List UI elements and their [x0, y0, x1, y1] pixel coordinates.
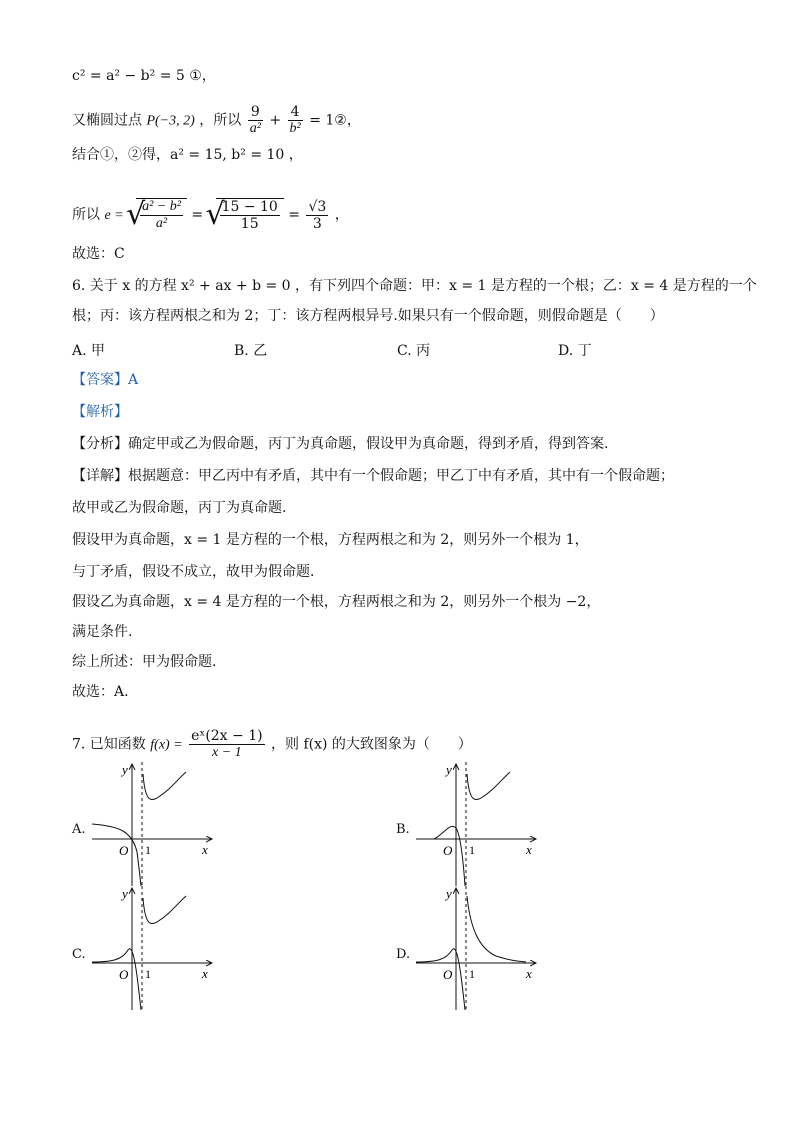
eq-tail: = 1②， — [309, 112, 361, 129]
tick-1-label: 1 — [145, 843, 151, 857]
curve-right — [143, 772, 186, 800]
q7-option-a-label: A. — [72, 822, 86, 837]
y-label: y — [446, 886, 452, 901]
q6-stem-line2: 根；丙：该方程两根之和为 2；丁：该方程两根异号.如果只有一个假命题，则假命题是（ ） — [72, 308, 664, 324]
origin-label: O — [443, 967, 453, 982]
plus-sign: + — [269, 112, 282, 129]
fraction-num: 9 — [248, 104, 263, 121]
text-so: 所以 — [72, 207, 100, 223]
curve-left — [92, 824, 141, 886]
origin-label: O — [119, 843, 129, 858]
answer-prev: 故选：C — [72, 246, 125, 262]
fraction-9-a2 — [248, 104, 263, 137]
equals: = — [191, 207, 204, 223]
q6-option-a: A. 甲 — [72, 343, 106, 359]
q6-option-d: D. 丁 — [558, 343, 592, 359]
fraction-den: x − 1 — [212, 745, 242, 760]
y-label: y — [122, 762, 128, 777]
fraction — [140, 199, 183, 232]
y-label: y — [446, 762, 452, 777]
text-prefix: 又椭圆过点 — [72, 112, 142, 129]
origin-label: O — [119, 967, 129, 982]
q7-option-c-label: C. — [72, 947, 86, 962]
fraction — [220, 199, 280, 232]
y-label: y — [122, 886, 128, 901]
q6-option-c: C. 丙 — [397, 343, 431, 359]
sqrt-expr-2 — [216, 198, 284, 232]
tick-1-label: 1 — [469, 967, 475, 981]
q7-fx: f(x) = — [150, 737, 183, 753]
x-label: x — [526, 842, 532, 857]
fraction-num: 4 — [288, 104, 303, 121]
q7-graph-a — [92, 762, 232, 892]
q7-option-b-label: B. — [396, 822, 410, 837]
x-label: x — [526, 966, 532, 981]
tick-1-label: 1 — [145, 967, 151, 981]
q7-stem — [72, 728, 472, 761]
origin-label: O — [443, 843, 453, 858]
eq-eccentricity — [72, 198, 349, 232]
q6-option-b: B. 乙 — [234, 343, 268, 359]
tick-1-label: 1 — [469, 843, 475, 857]
curve-right — [467, 896, 526, 962]
fraction-num: √ a² − b² — [142, 199, 181, 214]
eq-tail: ， — [334, 207, 349, 223]
q7-graph-b — [416, 762, 556, 892]
q7-fraction — [189, 728, 264, 761]
x-label: x — [202, 966, 208, 981]
curve-right — [467, 772, 510, 800]
fraction-4-b2 — [288, 104, 303, 137]
equals: = — [288, 207, 301, 223]
text-so: ，所以 — [199, 112, 242, 129]
point-p: P(−3, 2) — [146, 113, 195, 129]
x-label: x — [202, 842, 208, 857]
eq-c-squared: c² = a² − b² = 5 ①， — [72, 68, 216, 84]
fraction-root3-3 — [306, 199, 328, 232]
q6-analysis-tag: 【解析】 — [72, 404, 128, 420]
curve-left — [416, 949, 465, 1010]
q7-graph-d — [416, 886, 556, 1016]
q6-step-7: 故选：A. — [72, 684, 129, 700]
q6-step-4: 假设乙为真命题，x = 4 是方程的一个根，方程两根之和为 2，则另外一个根为 −2， — [72, 594, 601, 610]
fraction-den: a² — [249, 121, 261, 136]
curve-left — [92, 949, 141, 1010]
fraction-den: 15 — [240, 216, 259, 232]
q6-step-5: 满足条件. — [72, 624, 133, 640]
q6-step-2: 假设甲为真命题，x = 1 是方程的一个根，方程两根之和为 2，则另外一个根为 1， — [72, 532, 589, 548]
q6-step-6: 综上所述：甲为假命题. — [72, 654, 217, 670]
q6-stem-line1: 6. 关于 x 的方程 x² + ax + b = 0 ，有下列四个命题：甲：x = 1 是方程的一个根；乙：x = 4 是方程的一个 — [72, 278, 757, 294]
q6-step-3: 与丁矛盾，假设不成立，故甲为假命题. — [72, 564, 315, 580]
e-symbol: e = — [104, 208, 124, 223]
fraction-den: a² — [155, 216, 168, 231]
eq-combine: 结合①，②得，a² = 15, b² = 10 ， — [72, 147, 303, 163]
fraction-num: √3 — [308, 198, 327, 215]
q6-step-1: 故甲或乙为假命题，丙丁为真命题. — [72, 500, 287, 516]
q6-fenxi: 【分析】确定甲或乙为假命题，丙丁为真命题，假设甲为真命题，得到矛盾，得到答案. — [72, 436, 609, 452]
q6-xiangjie: 【详解】根据题意：甲乙丙中有矛盾，其中有一个假命题；甲乙丁中有矛盾，其中有一个假命题； — [72, 468, 674, 484]
q7-graph-c — [92, 886, 232, 1016]
curve-right — [143, 896, 186, 924]
q7-prefix: 7. 已知函数 — [72, 736, 146, 753]
eq-ellipse-point — [72, 104, 361, 137]
fraction-den: 3 — [312, 215, 322, 232]
sqrt-expr-1 — [136, 198, 187, 232]
fraction-den: b² — [289, 121, 301, 136]
q7-option-d-label: D. — [396, 947, 411, 962]
fraction-num: eˣ(2x − 1) — [191, 728, 263, 744]
fraction-num: √ 15 − 10 — [221, 199, 278, 215]
q7-suffix: ，则 f(x) 的大致图象为（ ） — [271, 736, 472, 753]
q6-answer-tag: 【答案】A — [72, 372, 139, 388]
